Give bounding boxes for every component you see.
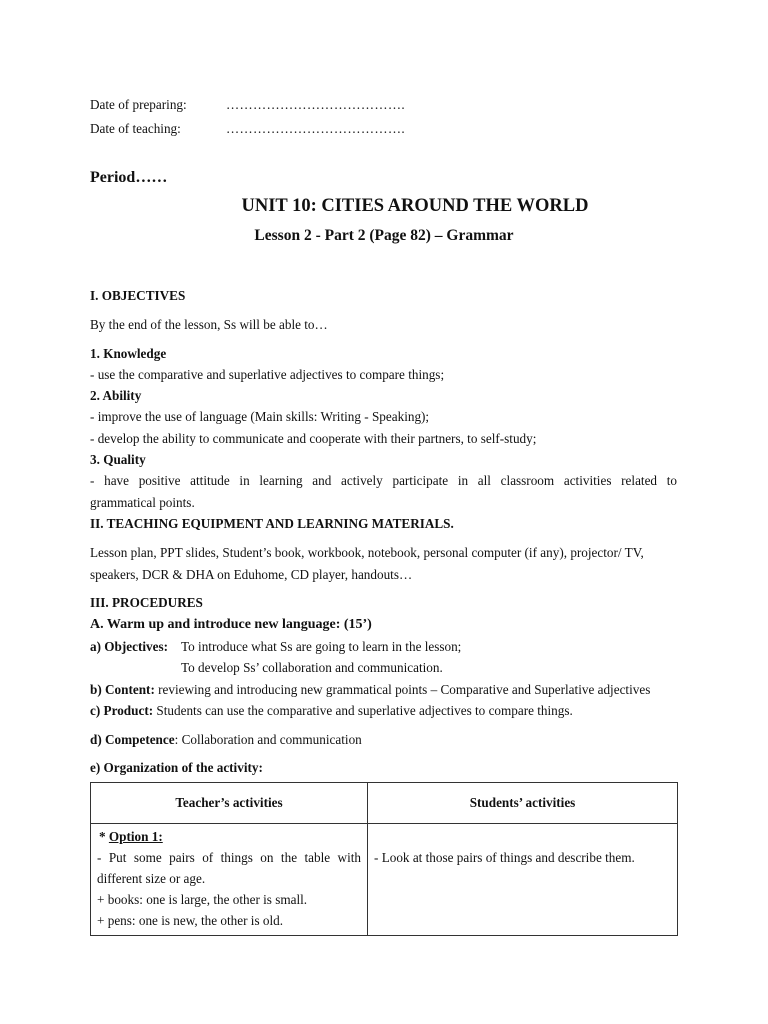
competence-text: : Collaboration and communication — [174, 732, 362, 747]
teacher-step-1-line-1: - Put some pairs of things on the table with — [97, 850, 361, 865]
table-header-row — [91, 783, 678, 824]
competence-row — [90, 732, 362, 749]
procedures-heading: III. PROCEDURES — [90, 595, 203, 610]
table-row — [91, 824, 678, 936]
period-label: Period…… — [90, 169, 168, 186]
knowledge-item: - use the comparative and superlative adjectives to compare things; — [90, 367, 445, 382]
ability-heading: 2. Ability — [90, 388, 142, 403]
quality-heading: 3. Quality — [90, 452, 146, 467]
unit-title: UNIT 10: CITIES AROUND THE WORLD — [241, 196, 589, 216]
teacher-activities-header: Teacher’s activities — [91, 783, 368, 824]
objectives-intro: By the end of the lesson, Ss will be able to… — [90, 317, 328, 332]
product-text: Students can use the comparative and superlative adjectives to compare things. — [156, 703, 573, 718]
content-text: reviewing and introducing new grammatical points – Comparative and Superlative adjectives — [158, 682, 651, 697]
product-row — [90, 703, 573, 720]
option-line — [97, 826, 361, 847]
date-teaching-label: Date of teaching: — [90, 121, 181, 136]
lesson-title: Lesson 2 - Part 2 (Page 82) – Grammar — [254, 227, 514, 244]
date-preparing-label: Date of preparing: — [90, 97, 187, 112]
competence-label: d) Competence — [90, 732, 175, 747]
objectives-label: a) Objectives: — [90, 639, 168, 654]
quality-item-line-2: grammatical points. — [90, 495, 195, 510]
date-teaching-value: …………………………………. — [226, 121, 405, 136]
ability-item-1: - improve the use of language (Main skills: Writing - Speaking); — [90, 409, 430, 424]
quality-item-line-1: - have positive attitude in learning and actively participate in all classroom activities related to — [90, 473, 677, 488]
teacher-activities-cell — [91, 824, 368, 936]
equipment-heading: II. TEACHING EQUIPMENT AND LEARNING MATERIALS. — [90, 516, 454, 531]
product-label: c) Product: — [90, 703, 154, 718]
option-prefix: * — [99, 829, 109, 844]
activity-a-heading: A. Warm up and introduce new language: (15’) — [90, 617, 372, 632]
organization-label: e) Organization of the activity: — [90, 760, 263, 775]
content-row — [90, 682, 650, 699]
teacher-step-2: + books: one is large, the other is small. — [97, 892, 308, 907]
date-preparing-value: …………………………………. — [226, 97, 405, 112]
objectives-text-1: To introduce what Ss are going to learn in the lesson; — [181, 639, 462, 654]
teacher-step-3: + pens: one is new, the other is old. — [97, 913, 284, 928]
objectives-heading: I. OBJECTIVES — [90, 288, 186, 303]
students-activities-cell — [368, 824, 678, 936]
objectives-text-2: To develop Ss’ collaboration and communication. — [181, 660, 443, 675]
ability-item-2: - develop the ability to communicate and cooperate with their partners, to self-study; — [90, 431, 537, 446]
equipment-line-2: speakers, DCR & DHA on Eduhome, CD player, handouts… — [90, 567, 413, 582]
equipment-line-1: Lesson plan, PPT slides, Student’s book, workbook, notebook, personal computer (if any), projector/ TV, — [90, 545, 644, 560]
activities-table — [90, 782, 678, 936]
content-label: b) Content: — [90, 682, 155, 697]
option-label: Option 1: — [108, 829, 163, 844]
knowledge-heading: 1. Knowledge — [90, 346, 167, 361]
student-step-1: - Look at those pairs of things and describe them. — [374, 850, 635, 865]
students-activities-header: Students’ activities — [368, 783, 678, 824]
teacher-step-1-line-2: different size or age. — [97, 871, 206, 886]
